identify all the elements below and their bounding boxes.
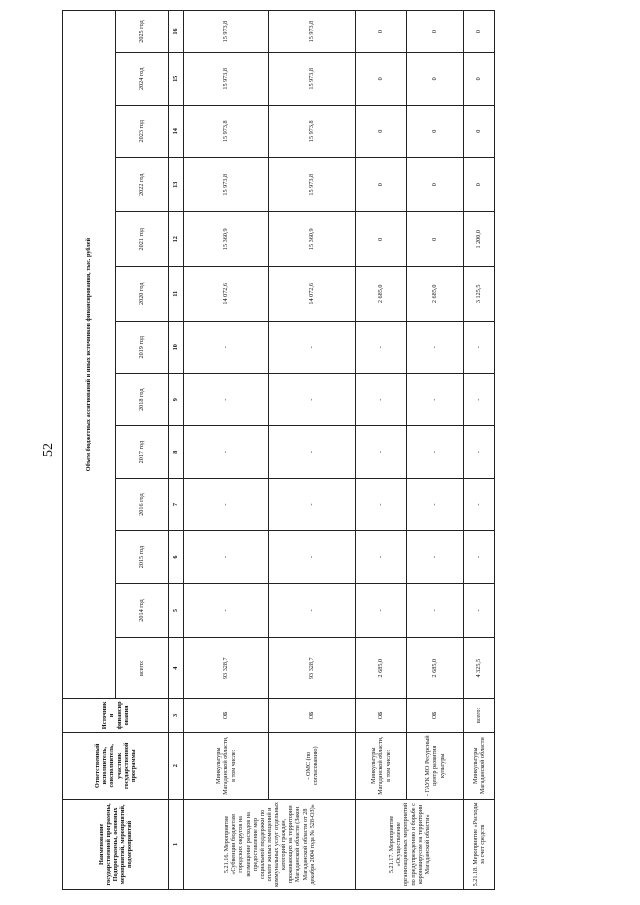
- funding-source: ОБ: [407, 699, 464, 733]
- year-cell: 0: [356, 212, 407, 267]
- year-cell: -: [356, 478, 407, 530]
- year-cell: -: [269, 531, 356, 583]
- year-cell: 15 973,8: [184, 53, 269, 105]
- column-number: 15: [169, 53, 184, 105]
- header-year: 2021 год: [116, 212, 169, 267]
- total-cell: 2 685,0: [407, 638, 464, 699]
- year-cell: -: [184, 478, 269, 530]
- year-cell: 3 125,5: [464, 267, 495, 322]
- year-cell: -: [464, 583, 495, 638]
- activity-name: 5.21.16. Мероприятие «Субвенции бюджетам городских округов на возмещение расходов на предоставление мер социальной поддержки по оплате жилых помещений и коммунальных услуг отдельных категорий граждан, проживающих на территории Магаданской области (Закон Магаданской области от 28 декабря 2004 года № 528-ОЗ)»: [184, 799, 356, 889]
- table-row: [464, 11, 495, 890]
- funding-source: ОБ: [184, 699, 269, 733]
- column-number: 4: [169, 638, 184, 699]
- year-cell: 0: [464, 11, 495, 53]
- year-cell: -: [407, 583, 464, 638]
- column-number: 1: [169, 799, 184, 889]
- year-cell: -: [356, 374, 407, 426]
- column-number: 12: [169, 212, 184, 267]
- year-cell: 0: [356, 157, 407, 212]
- year-cell: 15 973,8: [269, 53, 356, 105]
- total-cell: 2 685,0: [356, 638, 407, 699]
- year-cell: -: [269, 583, 356, 638]
- year-cell: 15 360,9: [184, 212, 269, 267]
- funding-table: [62, 10, 495, 890]
- year-cell: 0: [356, 105, 407, 157]
- year-cell: -: [464, 478, 495, 530]
- year-cell: 14 072,6: [269, 267, 356, 322]
- executor: - ОМС (по согласованию): [269, 732, 356, 799]
- column-number: 9: [169, 374, 184, 426]
- total-cell: 93 328,7: [184, 638, 269, 699]
- rotated-table-sheet: [62, 10, 574, 890]
- header-year: 2022 год: [116, 157, 169, 212]
- column-number: 2: [169, 732, 184, 799]
- year-cell: -: [407, 478, 464, 530]
- header-year: 2015 год: [116, 531, 169, 583]
- year-cell: 15 973,8: [184, 157, 269, 212]
- header-year: 2025 год: [116, 11, 169, 53]
- year-cell: -: [356, 583, 407, 638]
- executor: - ГАУК МО Ресурсный центр развития культуры: [407, 732, 464, 799]
- year-cell: -: [356, 321, 407, 373]
- year-cell: 0: [464, 105, 495, 157]
- year-cell: 15 973,8: [184, 105, 269, 157]
- activity-name: 5.21.18. Мероприятие «Расходы за счет средств: [464, 799, 495, 889]
- year-cell: -: [184, 426, 269, 478]
- year-cell: 0: [356, 53, 407, 105]
- year-cell: 2 685,0: [356, 267, 407, 322]
- column-number-row: [169, 11, 184, 890]
- year-cell: -: [464, 374, 495, 426]
- activity-name: 5.21.17. Мероприятие «Осуществление организационных мероприятий по предупреждению и борьбе с коронавирусом на территории Магаданской области»: [356, 799, 464, 889]
- header-year: 2018 год: [116, 374, 169, 426]
- year-cell: 0: [464, 53, 495, 105]
- table-row: [184, 11, 269, 890]
- header-name: Наименование государственной программы, Подпрограммы, основных мероприятий, мероприятий, подмероприятий: [63, 799, 169, 889]
- column-number: 3: [169, 699, 184, 733]
- year-cell: 1 200,0: [464, 212, 495, 267]
- column-number: 10: [169, 321, 184, 373]
- executor: Минкультуры Магаданской области, в том числе:: [356, 732, 407, 799]
- header-row-1: [63, 11, 116, 890]
- year-cell: -: [269, 426, 356, 478]
- year-cell: 0: [356, 11, 407, 53]
- year-cell: -: [407, 374, 464, 426]
- table-row: [407, 11, 464, 890]
- column-number: 13: [169, 157, 184, 212]
- column-number: 5: [169, 583, 184, 638]
- year-cell: 0: [464, 157, 495, 212]
- column-number: 14: [169, 105, 184, 157]
- year-cell: 0: [407, 105, 464, 157]
- year-cell: -: [464, 531, 495, 583]
- year-cell: -: [407, 426, 464, 478]
- year-cell: -: [464, 321, 495, 373]
- column-number: 7: [169, 478, 184, 530]
- year-cell: 15 973,8: [269, 11, 356, 53]
- header-year: 2019 год: [116, 321, 169, 373]
- year-cell: -: [269, 478, 356, 530]
- year-cell: -: [269, 374, 356, 426]
- year-cell: 0: [407, 11, 464, 53]
- column-number: 6: [169, 531, 184, 583]
- header-year: 2017 год: [116, 426, 169, 478]
- year-cell: -: [356, 531, 407, 583]
- header-executor: Ответственный исполнитель, соисполнитель, участник государственной программы: [63, 732, 169, 799]
- year-cell: -: [184, 321, 269, 373]
- header-year: 2023 год: [116, 105, 169, 157]
- funding-source: ОБ: [269, 699, 356, 733]
- column-number: 16: [169, 11, 184, 53]
- header-year: 2020 год: [116, 267, 169, 322]
- total-cell: 93 328,7: [269, 638, 356, 699]
- executor: Минкультуры Магаданской области, в том числе:: [184, 732, 269, 799]
- column-number: 8: [169, 426, 184, 478]
- year-cell: 0: [407, 157, 464, 212]
- year-cell: 15 360,9: [269, 212, 356, 267]
- column-number: 11: [169, 267, 184, 322]
- total-cell: 4 325,5: [464, 638, 495, 699]
- year-cell: -: [184, 531, 269, 583]
- year-cell: 15 973,8: [269, 157, 356, 212]
- header-year: 2016 год: [116, 478, 169, 530]
- header-year: 2024 год: [116, 53, 169, 105]
- year-cell: 0: [407, 212, 464, 267]
- year-cell: -: [269, 321, 356, 373]
- table-row: [356, 11, 407, 890]
- year-cell: -: [184, 374, 269, 426]
- year-cell: 0: [407, 53, 464, 105]
- header-source: Источники финансирования: [63, 699, 169, 733]
- year-cell: -: [407, 531, 464, 583]
- executor: Минкультуры Магаданской области: [464, 732, 495, 799]
- header-funding-group: Объем бюджетных ассигнований и иных источников финансирования, тыс. рублей: [63, 11, 116, 699]
- year-cell: -: [356, 426, 407, 478]
- year-cell: -: [407, 321, 464, 373]
- funding-source: всего:: [464, 699, 495, 733]
- funding-source: ОБ: [356, 699, 407, 733]
- table-row: [269, 11, 356, 890]
- year-cell: -: [464, 426, 495, 478]
- page-number: 52: [41, 443, 56, 457]
- header-year: 2014 год: [116, 583, 169, 638]
- year-cell: 15 973,8: [269, 105, 356, 157]
- header-total: всего:: [116, 638, 169, 699]
- year-cell: 15 973,8: [184, 11, 269, 53]
- year-cell: 14 072,6: [184, 267, 269, 322]
- year-cell: 2 685,0: [407, 267, 464, 322]
- year-cell: -: [184, 583, 269, 638]
